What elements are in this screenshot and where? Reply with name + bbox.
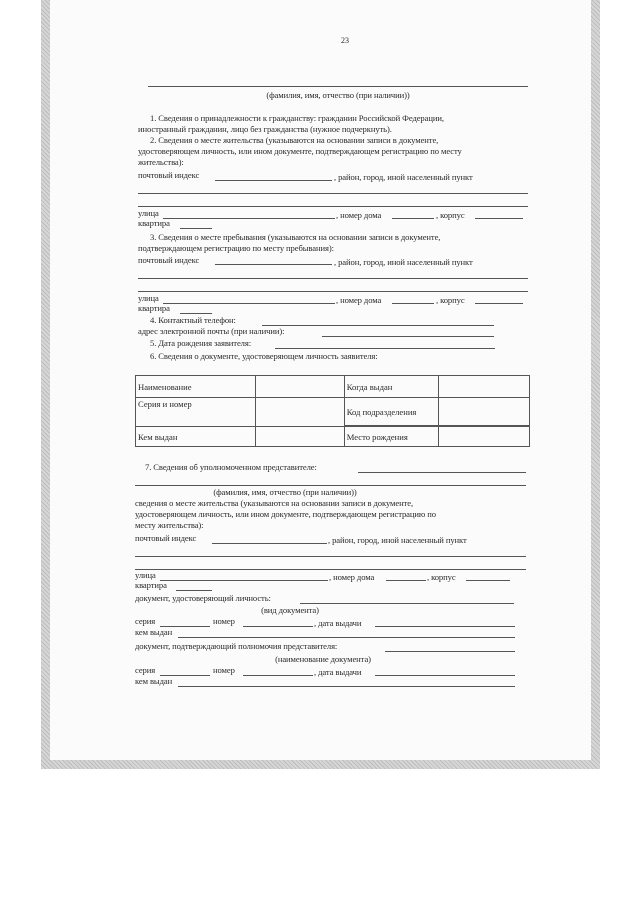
residence-settlement-label: , район, город, иной населенный пункт (334, 172, 473, 182)
email-field[interactable] (322, 336, 494, 337)
id-document-table (135, 375, 530, 447)
rep-number-field[interactable] (243, 626, 313, 627)
citizenship-line-2: иностранный гражданин, лицо без гражданства (нужное подчеркнуть). (138, 124, 392, 134)
table-cell-issued-by-label: Кем выдан (136, 427, 256, 447)
representative-name-caption: (фамилия, имя, отчество (при наличии)) (213, 487, 357, 497)
stay-house-field[interactable] (392, 303, 434, 304)
rep-residence-line-1: сведения о месте жительства (указываются на основании записи в документе, (135, 498, 413, 508)
phone-field[interactable] (262, 325, 494, 326)
stay-street-field[interactable] (163, 303, 335, 304)
page-number: 23 (341, 36, 349, 45)
rep-house-field[interactable] (386, 580, 426, 581)
rep-series-label-2: серия (135, 665, 156, 675)
birthdate-label: 5. Дата рождения заявителя: (150, 338, 251, 348)
table-cell-division-value[interactable] (439, 398, 530, 426)
rep-house-label: , номер дома (329, 572, 375, 582)
residence-settlement-field[interactable] (138, 193, 528, 194)
residence-extra-line[interactable] (138, 206, 528, 207)
stay-settlement-field[interactable] (138, 278, 528, 279)
stay-postcode-label: почтовый индекс (138, 255, 200, 265)
rep-residence-line-3: месту жительства): (135, 520, 204, 530)
stay-building-label: , корпус (436, 295, 465, 305)
rep-postcode-field[interactable] (212, 543, 327, 544)
rep-issue-date-label-2: , дата выдачи (314, 667, 362, 677)
table-cell-issued-when-label: Когда выдан (344, 376, 439, 398)
residence-house-field[interactable] (392, 218, 434, 219)
residence-street-field[interactable] (163, 218, 335, 219)
stay-line-1: 3. Сведения о месте пребывания (указываются на основании записи в документе, (150, 232, 441, 242)
rep-residence-line-2: удостоверяющем личность, или ином документе, подтверждающем регистрацию по (135, 509, 436, 519)
residence-line-1: 2. Сведения о месте жительства (указываются на основании записи в документе, (150, 135, 439, 145)
rep-extra-line[interactable] (135, 569, 526, 570)
stay-line-2: подтверждающем регистрацию по месту пребывания): (138, 243, 334, 253)
rep-series-label: серия (135, 616, 156, 626)
residence-apartment-label: квартира (138, 218, 170, 228)
rep-authority-doc-field[interactable] (385, 651, 515, 652)
residence-line-2: удостоверяющем личность, или ином документе, подтверждающем регистрацию по месту (138, 146, 462, 156)
citizenship-line-1: 1. Сведения о принадлежности к гражданству: гражданин Российской Федерации, (150, 113, 444, 123)
rep-authority-doc-label: документ, подтверждающий полномочия представителя: (135, 641, 338, 651)
stay-house-label: , номер дома (336, 295, 382, 305)
stay-settlement-label: , район, город, иной населенный пункт (334, 257, 473, 267)
rep-issue-date-label: , дата выдачи (314, 618, 362, 628)
rep-settlement-label: , район, город, иной населенный пункт (328, 535, 467, 545)
residence-postcode-field[interactable] (215, 180, 332, 181)
rep-issue-date-field-2[interactable] (375, 675, 515, 676)
stay-apartment-label: квартира (138, 303, 170, 313)
residence-line-3: жительства): (138, 157, 184, 167)
table-cell-name-value[interactable] (256, 376, 344, 398)
table-cell-birthplace-label: Место рождения (344, 427, 439, 447)
representative-name-field-2[interactable] (135, 485, 526, 486)
table-cell-issued-when-value[interactable] (439, 376, 530, 398)
rep-building-label: , корпус (427, 572, 456, 582)
rep-issued-by-label: кем выдан (135, 627, 173, 637)
rep-street-field[interactable] (160, 580, 328, 581)
birthdate-field[interactable] (275, 348, 495, 349)
residence-building-label: , корпус (436, 210, 465, 220)
table-cell-issued-by-value[interactable] (256, 427, 344, 447)
rep-id-doc-field[interactable] (300, 603, 514, 604)
rep-number-field-2[interactable] (243, 675, 313, 676)
email-label: адрес электронной почты (при наличии): (138, 326, 285, 336)
rep-id-doc-caption: (вид документа) (261, 605, 319, 615)
applicant-name-caption: (фамилия, имя, отчество (при наличии)) (266, 90, 410, 100)
rep-number-label: номер (213, 616, 235, 626)
table-cell-birthplace-value[interactable] (439, 427, 530, 447)
id-document-label: 6. Сведения о документе, удостоверяющем личность заявителя: (150, 351, 378, 361)
representative-name-field-1[interactable] (358, 472, 526, 473)
rep-building-field[interactable] (466, 580, 510, 581)
rep-issue-date-field[interactable] (375, 626, 515, 627)
rep-settlement-field[interactable] (135, 556, 526, 557)
rep-postcode-label: почтовый индекс (135, 533, 197, 543)
representative-label: 7. Сведения об уполномоченном представителе: (145, 462, 317, 472)
residence-postcode-label: почтовый индекс (138, 170, 200, 180)
residence-apartment-field[interactable] (180, 228, 212, 229)
rep-authority-doc-caption: (наименование документа) (275, 654, 371, 664)
residence-building-field[interactable] (475, 218, 523, 219)
rep-issued-by-field[interactable] (178, 637, 515, 638)
stay-street-label: улица (138, 293, 159, 303)
rep-apartment-field[interactable] (176, 590, 212, 591)
stay-building-field[interactable] (475, 303, 523, 304)
table-cell-division-label: Код подразделения (344, 398, 439, 426)
stay-extra-line[interactable] (138, 291, 528, 292)
applicant-name-line (148, 86, 528, 87)
table-cell-series-value[interactable] (256, 398, 344, 427)
stay-postcode-field[interactable] (215, 264, 332, 265)
residence-street-label: улица (138, 208, 159, 218)
rep-issued-by-label-2: кем выдан (135, 676, 173, 686)
stay-apartment-field[interactable] (180, 313, 212, 314)
rep-street-label: улица (135, 570, 156, 580)
rep-id-doc-label: документ, удостоверяющий личность: (135, 593, 271, 603)
residence-house-label: , номер дома (336, 210, 382, 220)
table-cell-name-label: Наименование (136, 376, 256, 398)
rep-issued-by-field-2[interactable] (178, 686, 515, 687)
rep-apartment-label: квартира (135, 580, 167, 590)
phone-label: 4. Контактный телефон: (150, 315, 236, 325)
table-cell-series-label: Серия и номер (136, 398, 256, 427)
rep-number-label-2: номер (213, 665, 235, 675)
